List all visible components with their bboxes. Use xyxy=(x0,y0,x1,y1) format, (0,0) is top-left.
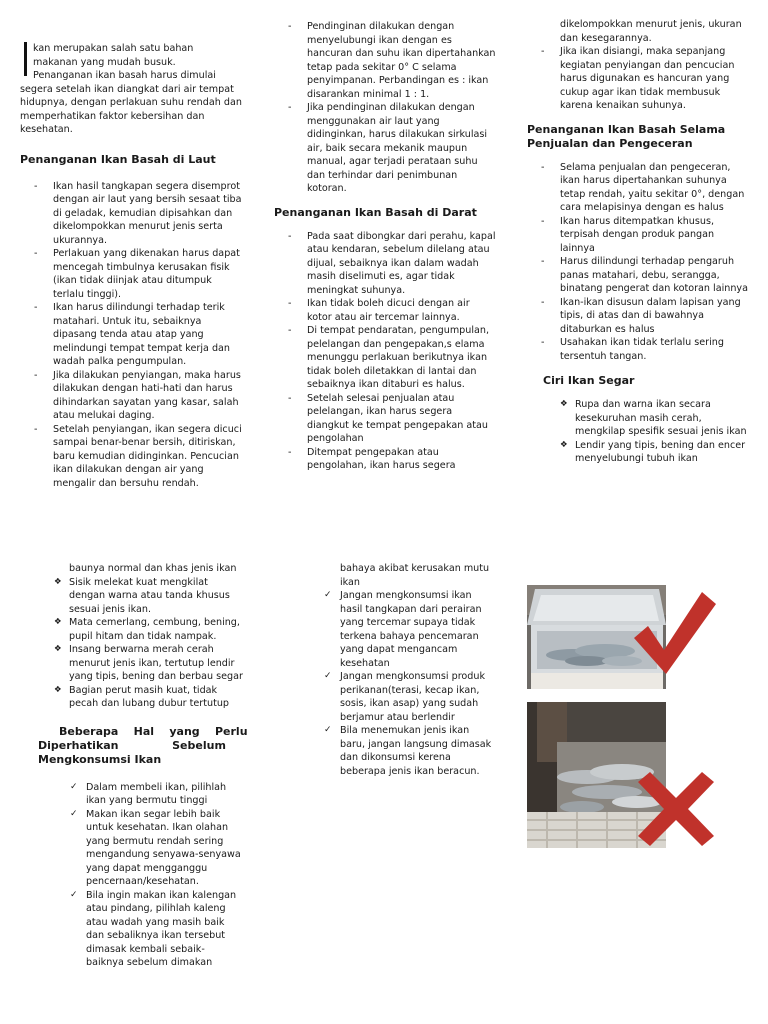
list-beberapa xyxy=(70,781,242,970)
list-ciri xyxy=(560,398,749,466)
list-item: - Harus dilindungi terhadap pengaruh panas matahari, debu, serangga, binatang pengerat dan kotoran lainnya xyxy=(527,255,749,296)
list-item: - Ditempat pengepakan atau pengolahan, ikan harus segera xyxy=(274,446,496,473)
intro-paragraph xyxy=(20,42,242,137)
section-title-line: Beberapa Hal yang Perlu xyxy=(59,724,248,738)
section-title-laut: Penanganan Ikan Basah di Laut xyxy=(20,152,216,166)
list-item: - Perlakuan yang dikenakan harus dapat mencegah timbulnya kerusakan fisik (ikan tidak diinjak atau ditumpuk terlalu tinggi). xyxy=(20,247,242,301)
section-title-line: Mengkonsumsi Ikan xyxy=(38,752,162,766)
intro-line-2: makanan yang mudah busuk. xyxy=(33,56,176,68)
column-top-left xyxy=(20,42,242,490)
intro-line-1: kan merupakan salah satu bahan xyxy=(33,43,194,54)
intro-line-3: Penanganan ikan basah harus dimulai xyxy=(33,70,216,81)
list-item: ✓ Bila menemukan jenis ikan baru, jangan langsung dimasak dan dikonsumsi kerena beberapa jenis ikan beracun. xyxy=(324,724,496,778)
list-item: - Ikan hasil tangkapan segera disemprot dengan air laut yang bersih sesaat tiba di geladak, kemudian dipisahkan dan dikelompokkan menurut jenis serta ukurannya. xyxy=(20,180,242,248)
list-item: ✓ Makan ikan segar lebih baik untuk kesehatan. Ikan olahan yang bermutu rendah sering mengandung senyawa-senyawa yang dapat mengganggu pencernaan/kesehatan. xyxy=(70,808,242,889)
list-item: - Setelah selesai penjualan atau pelelangan, ikan harus segera diangkut ke tempat pengepakan atau pengolahan xyxy=(274,392,496,446)
list-item: - Setelah penyiangan, ikan segera dicuci sampai benar-benar bersih, ditiriskan, baru kemudian didinginkan. Pencucian ikan dilakukan dengan air yang mengalir dan bersuhu rendah. xyxy=(20,423,242,491)
section-title-line: Diperhatikan Sebelum xyxy=(38,738,226,752)
list-darat xyxy=(274,230,496,473)
list-item: ❖ Bagian perut masih kuat, tidak pecah dan lubang dubur tertutup xyxy=(54,684,244,711)
list-larangan xyxy=(324,589,496,778)
list-item: - Selama penjualan dan pengeceran, ikan harus dipertahankan suhunya tetap rendah, yaitu sekitar 0°, dengan cara melapisinya dengan es halus xyxy=(527,161,749,215)
section-title-ciri: Ciri Ikan Segar xyxy=(543,374,635,387)
column-bottom-left xyxy=(38,562,248,970)
list-item: ❖ Lendir yang tipis, bening dan encer menyelubungi tubuh ikan xyxy=(560,439,749,466)
list-ciri-lanjutan xyxy=(54,576,244,711)
list-item: - Ikan-ikan disusun dalam lapisan yang tipis, di atas dan di bawahnya ditaburkan es halus xyxy=(527,296,749,337)
list-item: - Pada saat dibongkar dari perahu, kapal atau kendaran, sebelum dilelang atau dijual, sebaiknya ikan dalam wadah masih diselimuti es, agar tidak meningkat suhunya. xyxy=(274,230,496,298)
list-item: - Jika pendinginan dilakukan dengan menggunakan air laut yang didinginkan, harus dilakukan sirkulasi air, baik secara mekanik maupun manual, agar terjadi perataan suhu dan terhindar dari penimbunan kotoran. xyxy=(274,101,496,196)
column-top-right xyxy=(527,18,749,466)
list-item: - Jika dilakukan penyiangan, maka harus dilakukan dengan hati-hati dan harus dihindarkan sayatan yang kasar, salah atau melukai daging. xyxy=(20,369,242,423)
list-item: - Ikan harus ditempatkan khusus, terpisah dengan produk pangan lainnya xyxy=(527,215,749,256)
list-item: - Pendinginan dilakukan dengan menyelubungi ikan dengan es hancuran dan suhu ikan dipertahankan tetap pada sekitar 0° C selama penyimpanan. Perbandingan es : ikan disarankan minimal 1 : 1. xyxy=(274,20,496,101)
list-item: ✓ Bila ingin makan ikan kalengan atau pindang, pilihlah kaleng atau wadah yang masih baik dan sebaliknya ikan tersebut dimasak kembali sebaik-baiknya sebelum dimakan xyxy=(70,889,242,970)
continued-text: bahaya akibat kerusakan mutu ikan xyxy=(340,563,490,588)
list-item: - Di tempat pendaratan, pengumpulan, pelelangan dan pengepakan,s elama menunggu perlakuan berikutnya ikan tidak boleh diletakkan di lantai dan sebaiknya ikan ditaburi es halus. xyxy=(274,324,496,392)
drop-cap-bar xyxy=(24,42,27,76)
list-penyiangan xyxy=(527,45,749,113)
list-item: - Jika ikan disiangi, maka sepanjang kegiatan penyiangan dan pencucian harus digunakan es hancuran yang cukup agar ikan tidak membusuk karena kenaikan suhunya. xyxy=(527,45,749,113)
list-item: ✓ Jangan mengkonsumsi produk perikanan(terasi, kecap ikan, sosis, ikan asap) yang sudah berjamur atau berlendir xyxy=(324,670,496,724)
intro-rest: segera setelah ikan diangkat dari air tempat hidupnya, dengan perlakuan suhu rendah dan memperhatikan faktor kebersihan dan kesehatan. xyxy=(20,83,242,135)
continued-text: dikelompokkan menurut jenis, ukuran dan kesegarannya. xyxy=(560,19,742,44)
list-item: - Ikan harus dilindungi terhadap terik matahari. Untuk itu, sebaiknya dipasang tenda atau atap yang melindungi tempat tempat kerja dan wadah palka pengumpulan. xyxy=(20,301,242,369)
list-item: ❖ Rupa dan warna ikan secara kesekuruhan masih cerah, mengkilap spesifik sesuai jenis ikan xyxy=(560,398,749,439)
list-item: ✓ Dalam membeli ikan, pilihlah ikan yang bermutu tinggi xyxy=(70,781,242,808)
list-item: - Usahakan ikan tidak terlalu sering tersentuh tangan. xyxy=(527,336,749,363)
continued-text: baunya normal dan khas jenis ikan xyxy=(69,563,237,574)
cross-mark-icon xyxy=(636,770,716,848)
column-bottom-middle xyxy=(324,562,496,778)
section-title-beberapa xyxy=(38,724,248,767)
section-title-penjualan: Penanganan Ikan Basah Selama Penjualan dan Pengeceran xyxy=(527,122,726,150)
list-item: ❖ Insang berwarna merah cerah menurut jenis ikan, tertutup lendir yang tipis, bening dan berbau segar xyxy=(54,643,244,684)
list-item: ✓ Jangan mengkonsumsi ikan hasil tangkapan dari perairan yang tercemar supaya tidak terkena bahaya pencemaran yang dapat mengancam kesehatan xyxy=(324,589,496,670)
list-laut xyxy=(20,180,242,491)
check-mark-icon xyxy=(630,588,720,680)
list-item: - Ikan tidak boleh dicuci dengan air kotor atau air tercemar lainnya. xyxy=(274,297,496,324)
list-penjualan xyxy=(527,161,749,364)
section-title-darat: Penanganan Ikan Basah di Darat xyxy=(274,205,477,219)
column-top-middle xyxy=(274,20,496,473)
list-pendinginan xyxy=(274,20,496,196)
list-item: ❖ Mata cemerlang, cembung, bening, pupil hitam dan tidak nampak. xyxy=(54,616,244,643)
list-item: ❖ Sisik melekat kuat mengkilat dengan warna atau tanda khusus sesuai jenis ikan. xyxy=(54,576,244,617)
